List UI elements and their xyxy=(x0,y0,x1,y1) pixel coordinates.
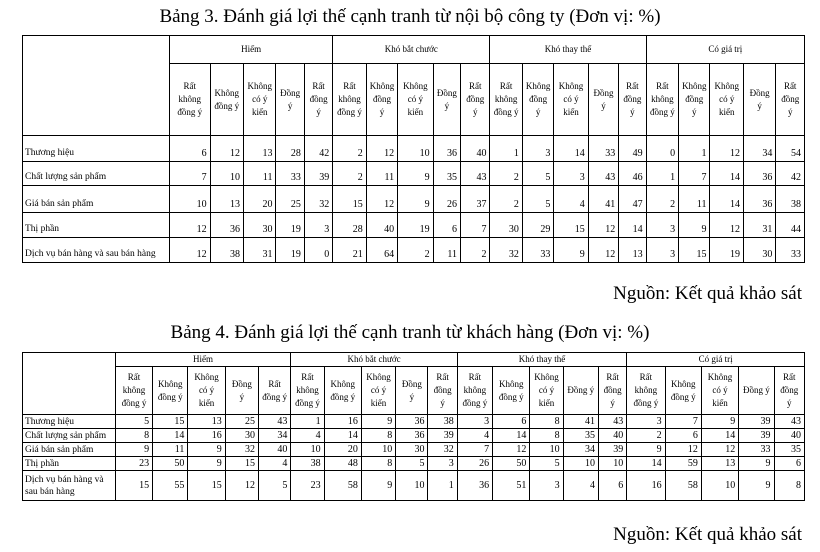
table-cell: 41 xyxy=(563,415,598,429)
table4-group-header-row xyxy=(23,353,805,367)
table-row xyxy=(23,415,805,429)
table-cell: 42 xyxy=(776,162,805,186)
table3-sub-header: Không đồng ý xyxy=(679,64,710,136)
table-cell: 26 xyxy=(457,457,492,471)
table4-sub-header: Rất không đồng ý xyxy=(627,367,665,415)
table-cell: 46 xyxy=(619,162,646,186)
table-cell: 25 xyxy=(225,415,258,429)
row-label: Giá bán sản phẩm xyxy=(23,186,170,213)
table-cell: 20 xyxy=(244,186,276,213)
table-cell: 1 xyxy=(428,471,457,501)
table-cell: 43 xyxy=(598,415,626,429)
table-cell: 38 xyxy=(428,415,457,429)
table3-sub-header: Đồng ý xyxy=(433,64,460,136)
table4-group-header: Hiếm xyxy=(115,353,291,367)
table-cell: 6 xyxy=(774,457,805,471)
table-cell: 36 xyxy=(210,213,243,238)
table-cell: 33 xyxy=(739,443,774,457)
table-cell: 31 xyxy=(743,213,775,238)
table3-source: Nguồn: Kết quả khảo sát xyxy=(613,283,802,304)
table-cell: 4 xyxy=(554,186,588,213)
row-label: Thương hiệu xyxy=(23,136,170,162)
table-cell: 5 xyxy=(259,471,291,501)
table-cell: 11 xyxy=(366,162,397,186)
table-cell: 34 xyxy=(743,136,775,162)
table-cell: 6 xyxy=(493,415,530,429)
table-cell: 36 xyxy=(396,415,428,429)
table-cell: 1 xyxy=(679,136,710,162)
table-cell: 36 xyxy=(433,136,460,162)
table-cell: 14 xyxy=(619,213,646,238)
table-cell: 33 xyxy=(522,238,553,263)
table-cell: 7 xyxy=(679,162,710,186)
table-cell: 10 xyxy=(563,457,598,471)
table4-sub-header: Không có ý kiến xyxy=(701,367,738,415)
table-cell: 33 xyxy=(588,136,618,162)
table4-sub-header: Đồng ý xyxy=(225,367,258,415)
table3-sub-header: Rất không đồng ý xyxy=(333,64,366,136)
table-cell: 4 xyxy=(457,429,492,443)
table-cell: 10 xyxy=(361,443,395,457)
table3-sub-header: Đồng ý xyxy=(743,64,775,136)
table-cell: 8 xyxy=(530,429,563,443)
table-cell: 55 xyxy=(153,471,188,501)
table3 xyxy=(22,35,805,263)
table-cell: 13 xyxy=(701,457,738,471)
table-cell: 25 xyxy=(276,186,304,213)
table-cell: 2 xyxy=(490,162,522,186)
table-cell: 2 xyxy=(398,238,433,263)
table-cell: 8 xyxy=(530,415,563,429)
table-cell: 21 xyxy=(333,238,366,263)
table-cell: 30 xyxy=(244,213,276,238)
table3-sub-header: Rất không đồng ý xyxy=(170,64,211,136)
table-cell: 15 xyxy=(153,415,188,429)
row-label: Thị phần xyxy=(23,457,116,471)
table-cell: 26 xyxy=(433,186,460,213)
table4-sub-header: Không có ý kiến xyxy=(188,367,225,415)
table-cell: 30 xyxy=(396,443,428,457)
table-cell: 3 xyxy=(457,415,492,429)
table3-group-header-row xyxy=(23,36,805,64)
table-cell: 14 xyxy=(324,429,361,443)
table-cell: 13 xyxy=(210,186,243,213)
table-cell: 47 xyxy=(619,186,646,213)
table3-group-header: Có giá trị xyxy=(646,36,804,64)
table-cell: 7 xyxy=(170,162,211,186)
table-cell: 35 xyxy=(433,162,460,186)
table-cell: 10 xyxy=(210,162,243,186)
table-cell: 39 xyxy=(739,429,774,443)
table3-title: Bảng 3. Đánh giá lợi thế cạnh tranh từ nội bộ công ty (Đơn vị: %) xyxy=(159,6,661,27)
table3-group-header: Khó thay thế xyxy=(490,36,646,64)
table4-sub-header: Không có ý kiến xyxy=(361,367,395,415)
table3-sub-header: Rất đồng ý xyxy=(619,64,646,136)
table-cell: 48 xyxy=(324,457,361,471)
table-cell: 64 xyxy=(366,238,397,263)
table-cell: 4 xyxy=(291,429,324,443)
table-cell: 9 xyxy=(739,471,774,501)
table4-corner-cell xyxy=(23,353,116,415)
table4-sub-header: Đồng ý xyxy=(563,367,598,415)
table-cell: 28 xyxy=(333,213,366,238)
table-cell: 13 xyxy=(244,136,276,162)
table-cell: 5 xyxy=(396,457,428,471)
table-cell: 44 xyxy=(776,213,805,238)
table3-sub-header: Rất đồng ý xyxy=(304,64,332,136)
table-row xyxy=(23,443,805,457)
table-cell: 7 xyxy=(461,213,490,238)
table3-corner-cell xyxy=(23,36,170,136)
table4-sub-header: Rất không đồng ý xyxy=(115,367,152,415)
table-cell: 32 xyxy=(490,238,522,263)
table-cell: 30 xyxy=(490,213,522,238)
table-cell: 41 xyxy=(588,186,618,213)
table-cell: 9 xyxy=(554,238,588,263)
row-label: Chất lượng sản phẩm xyxy=(23,429,116,443)
table-cell: 9 xyxy=(361,471,395,501)
table4-sub-header: Rất đồng ý xyxy=(774,367,805,415)
table4-source: Nguồn: Kết quả khảo sát xyxy=(613,524,802,545)
table-cell: 5 xyxy=(522,162,553,186)
table3-sub-header: Rất không đồng ý xyxy=(490,64,522,136)
table-cell: 19 xyxy=(276,238,304,263)
table-cell: 12 xyxy=(366,136,397,162)
table-cell: 9 xyxy=(398,186,433,213)
row-label: Dịch vụ bán hàng và sau bán hàng xyxy=(23,471,116,501)
table-cell: 43 xyxy=(259,415,291,429)
table-cell: 9 xyxy=(115,443,152,457)
table-cell: 10 xyxy=(530,443,563,457)
table-cell: 11 xyxy=(433,238,460,263)
table-cell: 39 xyxy=(428,429,457,443)
table-cell: 9 xyxy=(361,415,395,429)
table-cell: 23 xyxy=(291,471,324,501)
table-cell: 16 xyxy=(188,429,225,443)
table-cell: 3 xyxy=(530,471,563,501)
table-row xyxy=(23,186,805,213)
table3-sub-header: Không đồng ý xyxy=(366,64,397,136)
table-cell: 9 xyxy=(739,457,774,471)
table4-sub-header: Không có ý kiến xyxy=(530,367,563,415)
table-cell: 5 xyxy=(530,457,563,471)
table-cell: 3 xyxy=(627,415,665,429)
table-cell: 3 xyxy=(522,136,553,162)
table3-sub-header: Không có ý kiến xyxy=(710,64,743,136)
table-cell: 20 xyxy=(324,443,361,457)
table-cell: 9 xyxy=(398,162,433,186)
table-cell: 12 xyxy=(366,186,397,213)
table-cell: 40 xyxy=(259,443,291,457)
table-cell: 10 xyxy=(598,457,626,471)
table-cell: 5 xyxy=(115,415,152,429)
table-cell: 10 xyxy=(291,443,324,457)
row-label: Giá bán sản phẩm xyxy=(23,443,116,457)
table-cell: 12 xyxy=(665,443,701,457)
table-cell: 33 xyxy=(276,162,304,186)
table-cell: 34 xyxy=(563,443,598,457)
table-cell: 37 xyxy=(461,186,490,213)
table-cell: 36 xyxy=(743,186,775,213)
table-cell: 35 xyxy=(563,429,598,443)
table-cell: 36 xyxy=(396,429,428,443)
table3-sub-header: Rất không đồng ý xyxy=(646,64,678,136)
table-cell: 11 xyxy=(244,162,276,186)
table-cell: 10 xyxy=(170,186,211,213)
table-cell: 54 xyxy=(776,136,805,162)
table-cell: 29 xyxy=(522,213,553,238)
table-cell: 43 xyxy=(461,162,490,186)
table-cell: 43 xyxy=(588,162,618,186)
table-cell: 14 xyxy=(153,429,188,443)
table-cell: 39 xyxy=(739,415,774,429)
table-cell: 7 xyxy=(457,443,492,457)
table-cell: 9 xyxy=(701,415,738,429)
table4 xyxy=(22,352,805,501)
table-cell: 31 xyxy=(244,238,276,263)
table-cell: 6 xyxy=(598,471,626,501)
table-cell: 3 xyxy=(554,162,588,186)
table-cell: 40 xyxy=(598,429,626,443)
table-cell: 59 xyxy=(665,457,701,471)
table-cell: 6 xyxy=(433,213,460,238)
table-cell: 10 xyxy=(701,471,738,501)
table-cell: 13 xyxy=(619,238,646,263)
table-cell: 10 xyxy=(398,136,433,162)
table3-sub-header: Rất đồng ý xyxy=(461,64,490,136)
table4-sub-header: Đồng ý xyxy=(739,367,774,415)
table-cell: 50 xyxy=(493,457,530,471)
table-cell: 2 xyxy=(333,136,366,162)
table-cell: 7 xyxy=(665,415,701,429)
table-cell: 15 xyxy=(225,457,258,471)
table-row xyxy=(23,471,805,501)
table-cell: 5 xyxy=(522,186,553,213)
table3-group-header: Hiếm xyxy=(170,36,333,64)
table-cell: 2 xyxy=(627,429,665,443)
table3-sub-header: Không đồng ý xyxy=(210,64,243,136)
table-cell: 49 xyxy=(619,136,646,162)
table-cell: 8 xyxy=(774,471,805,501)
table-cell: 34 xyxy=(259,429,291,443)
table-cell: 43 xyxy=(774,415,805,429)
table-cell: 19 xyxy=(710,238,743,263)
table-cell: 51 xyxy=(493,471,530,501)
table-row xyxy=(23,238,805,263)
table-cell: 38 xyxy=(210,238,243,263)
table4-sub-header: Rất đồng ý xyxy=(259,367,291,415)
table-cell: 14 xyxy=(627,457,665,471)
table-cell: 40 xyxy=(366,213,397,238)
table-cell: 1 xyxy=(646,162,678,186)
table-cell: 11 xyxy=(679,186,710,213)
table-cell: 15 xyxy=(115,471,152,501)
table3-sub-header: Rất đồng ý xyxy=(776,64,805,136)
table-cell: 15 xyxy=(679,238,710,263)
table3-sub-header: Đồng ý xyxy=(276,64,304,136)
table-cell: 2 xyxy=(646,186,678,213)
table-cell: 39 xyxy=(304,162,332,186)
table-cell: 12 xyxy=(588,213,618,238)
row-label: Chất lượng sản phẩm xyxy=(23,162,170,186)
row-label: Thị phần xyxy=(23,213,170,238)
table-cell: 19 xyxy=(398,213,433,238)
table-cell: 12 xyxy=(225,471,258,501)
table-cell: 14 xyxy=(710,186,743,213)
table-cell: 12 xyxy=(701,443,738,457)
table4-group-header: Có giá trị xyxy=(627,353,805,367)
table-cell: 4 xyxy=(259,457,291,471)
table3-sub-header: Đồng ý xyxy=(588,64,618,136)
table-cell: 15 xyxy=(554,213,588,238)
table-cell: 3 xyxy=(646,238,678,263)
table4-sub-header: Rất đồng ý xyxy=(598,367,626,415)
table-cell: 42 xyxy=(304,136,332,162)
table-cell: 8 xyxy=(115,429,152,443)
table-cell: 40 xyxy=(461,136,490,162)
table-cell: 12 xyxy=(170,213,211,238)
table-cell: 9 xyxy=(188,443,225,457)
table4-title: Bảng 4. Đánh giá lợi thế cạnh tranh từ khách hàng (Đơn vị: %) xyxy=(170,322,650,343)
table-row xyxy=(23,136,805,162)
table-cell: 32 xyxy=(304,186,332,213)
table-cell: 35 xyxy=(774,443,805,457)
table-cell: 12 xyxy=(170,238,211,263)
table-cell: 38 xyxy=(776,186,805,213)
table-cell: 3 xyxy=(428,457,457,471)
table-cell: 4 xyxy=(563,471,598,501)
table-cell: 3 xyxy=(304,213,332,238)
table-cell: 8 xyxy=(361,429,395,443)
table-cell: 16 xyxy=(324,415,361,429)
table-cell: 0 xyxy=(304,238,332,263)
table4-sub-header-row xyxy=(23,367,805,415)
table-cell: 30 xyxy=(225,429,258,443)
table-cell: 12 xyxy=(710,136,743,162)
table-cell: 2 xyxy=(461,238,490,263)
table-cell: 33 xyxy=(776,238,805,263)
table3-sub-header: Không đồng ý xyxy=(522,64,553,136)
table4-body xyxy=(23,415,805,501)
table-cell: 23 xyxy=(115,457,152,471)
table-row xyxy=(23,429,805,443)
table-cell: 12 xyxy=(588,238,618,263)
table-cell: 19 xyxy=(276,213,304,238)
table4-sub-header: Không đồng ý xyxy=(153,367,188,415)
table-cell: 32 xyxy=(225,443,258,457)
table-cell: 13 xyxy=(188,415,225,429)
table-cell: 39 xyxy=(598,443,626,457)
table-cell: 14 xyxy=(493,429,530,443)
row-label: Thương hiệu xyxy=(23,415,116,429)
table-cell: 32 xyxy=(428,443,457,457)
table-cell: 12 xyxy=(710,213,743,238)
table-cell: 9 xyxy=(627,443,665,457)
table4-sub-header: Không đồng ý xyxy=(493,367,530,415)
table3-sub-header: Không có ý kiến xyxy=(244,64,276,136)
table4-sub-header: Rất không đồng ý xyxy=(291,367,324,415)
table-cell: 2 xyxy=(333,162,366,186)
table-cell: 14 xyxy=(554,136,588,162)
table3-group-header: Khó bắt chước xyxy=(333,36,490,64)
table-cell: 8 xyxy=(361,457,395,471)
table-cell: 58 xyxy=(324,471,361,501)
table-cell: 10 xyxy=(396,471,428,501)
table-cell: 6 xyxy=(170,136,211,162)
table-cell: 11 xyxy=(153,443,188,457)
table-cell: 36 xyxy=(457,471,492,501)
table4-sub-header: Rất đồng ý xyxy=(428,367,457,415)
table-cell: 15 xyxy=(188,471,225,501)
table-cell: 36 xyxy=(743,162,775,186)
table4-group-header: Khó bắt chước xyxy=(291,353,457,367)
table-row xyxy=(23,162,805,186)
table-cell: 16 xyxy=(627,471,665,501)
table-cell: 12 xyxy=(210,136,243,162)
table-cell: 15 xyxy=(333,186,366,213)
table3-sub-header: Không có ý kiến xyxy=(554,64,588,136)
table-cell: 38 xyxy=(291,457,324,471)
table-cell: 9 xyxy=(188,457,225,471)
table-cell: 12 xyxy=(493,443,530,457)
table-row xyxy=(23,213,805,238)
table-row xyxy=(23,457,805,471)
table4-sub-header: Không đồng ý xyxy=(665,367,701,415)
table3-body xyxy=(23,136,805,263)
table-cell: 30 xyxy=(743,238,775,263)
table4-group-header: Khó thay thế xyxy=(457,353,626,367)
table-cell: 1 xyxy=(490,136,522,162)
table3-sub-header: Không có ý kiến xyxy=(398,64,433,136)
table4-sub-header: Rất không đồng ý xyxy=(457,367,492,415)
table-cell: 9 xyxy=(679,213,710,238)
table4-sub-header: Đồng ý xyxy=(396,367,428,415)
table-cell: 14 xyxy=(701,429,738,443)
table-cell: 6 xyxy=(665,429,701,443)
table4-sub-header: Không đồng ý xyxy=(324,367,361,415)
row-label: Dịch vụ bán hàng và sau bán hàng xyxy=(23,238,170,263)
table-cell: 58 xyxy=(665,471,701,501)
table-cell: 0 xyxy=(646,136,678,162)
table-cell: 28 xyxy=(276,136,304,162)
table-cell: 50 xyxy=(153,457,188,471)
table-cell: 14 xyxy=(710,162,743,186)
table-cell: 3 xyxy=(646,213,678,238)
table-cell: 2 xyxy=(490,186,522,213)
table-cell: 40 xyxy=(774,429,805,443)
table-cell: 1 xyxy=(291,415,324,429)
